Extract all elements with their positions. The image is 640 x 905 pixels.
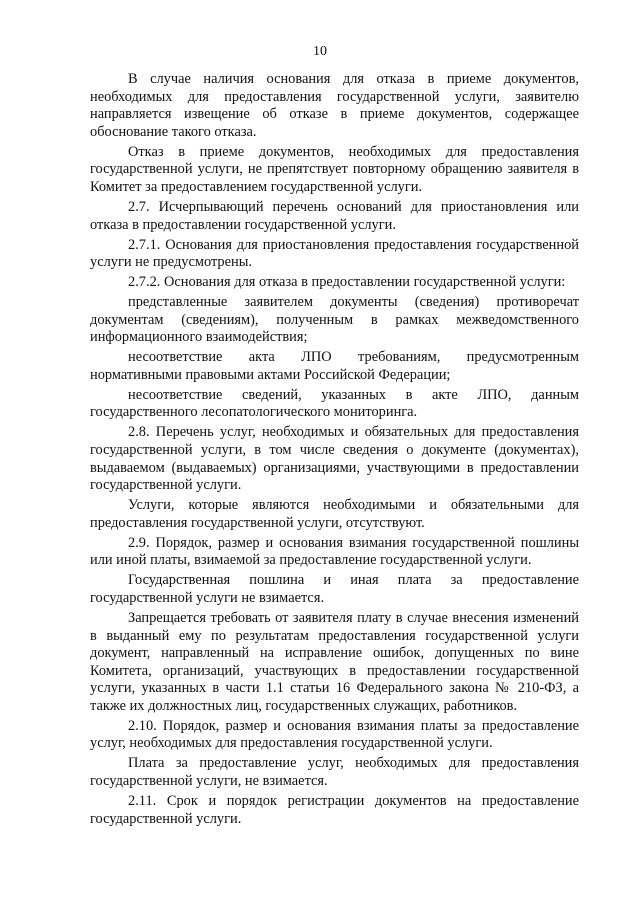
section-2-9-heading: 2.9. Порядок, размер и основания взимания государственной пошлины или иной платы, взимаемой за предоставление государственной услуги. [90,534,579,569]
section-2-9-prohibition: Запрещается требовать от заявителя плату в случае внесения изменений в выданный ему по результатам предоставления государственной услуги документ, направленный на исправление ошибок, допущенных по вине Комитета, организаций, участвующих в предоставлении государственной услуги, указанных в части 1.1 статьи 16 Федерального закона № 210-ФЗ, а также их должностных лиц, государственных служащих, работников. [90,609,579,714]
refusal-ground-1: представленные заявителем документы (сведения) противоречат документам (сведениям), полученным в рамках межведомственного информационного взаимодействия; [90,294,579,346]
section-2-8-heading: 2.8. Перечень услуг, необходимых и обязательных для предоставления государственной услуги, в том числе сведения о документе (документах), выдаваемом (выдаваемых) организациями, участвующими в предоставлении государственной услуги. [90,424,579,494]
page-number: 10 [313,44,327,59]
paragraph-refusal-notice: В случае наличия основания для отказа в приеме документов, необходимых для предоставления государственной услуги, заявителю направляется извещение об отказе в приеме документов, содержащее обоснование такого отказа. [90,71,579,140]
section-2-11-heading: 2.11. Срок и порядок регистрации документов на предоставление государственной услуги. [90,793,579,827]
section-2-8-text: Услуги, которые являются необходимыми и обязательными для предоставления государственной услуги, отсутствуют. [90,497,579,531]
paragraph-refusal-no-obstacle: Отказ в приеме документов, необходимых для предоставления государственной услуги, не препятствует повторному обращению заявителя в Комитет за предоставлением государственной услуги. [90,143,579,195]
section-2-7-2: 2.7.2. Основания для отказа в предоставлении государственной услуги: [128,274,566,291]
section-2-9-text: Государственная пошлина и иная плата за предоставление государственной услуги не взимается. [90,572,579,606]
section-2-10-heading: 2.10. Порядок, размер и основания взимания платы за предоставление услуг, необходимых для предоставления государственной услуги. [90,717,579,752]
document-body [90,71,579,831]
section-2-7-heading: 2.7. Исчерпывающий перечень оснований для приостановления или отказа в предоставлении государственной услуги. [90,198,579,233]
refusal-ground-3: несоответствие сведений, указанных в акте ЛПО, данным государственного лесопатологического мониторинга. [90,386,579,421]
section-2-7-1: 2.7.1. Основания для приостановления предоставления государственной услуги не предусмотрены. [90,236,579,271]
section-2-10-text: Плата за предоставление услуг, необходимых для предоставления государственной услуги, не взимается. [90,755,579,790]
refusal-ground-2: несоответствие акта ЛПО требованиям, предусмотренным нормативными правовыми актами Российской Федерации; [90,349,579,383]
